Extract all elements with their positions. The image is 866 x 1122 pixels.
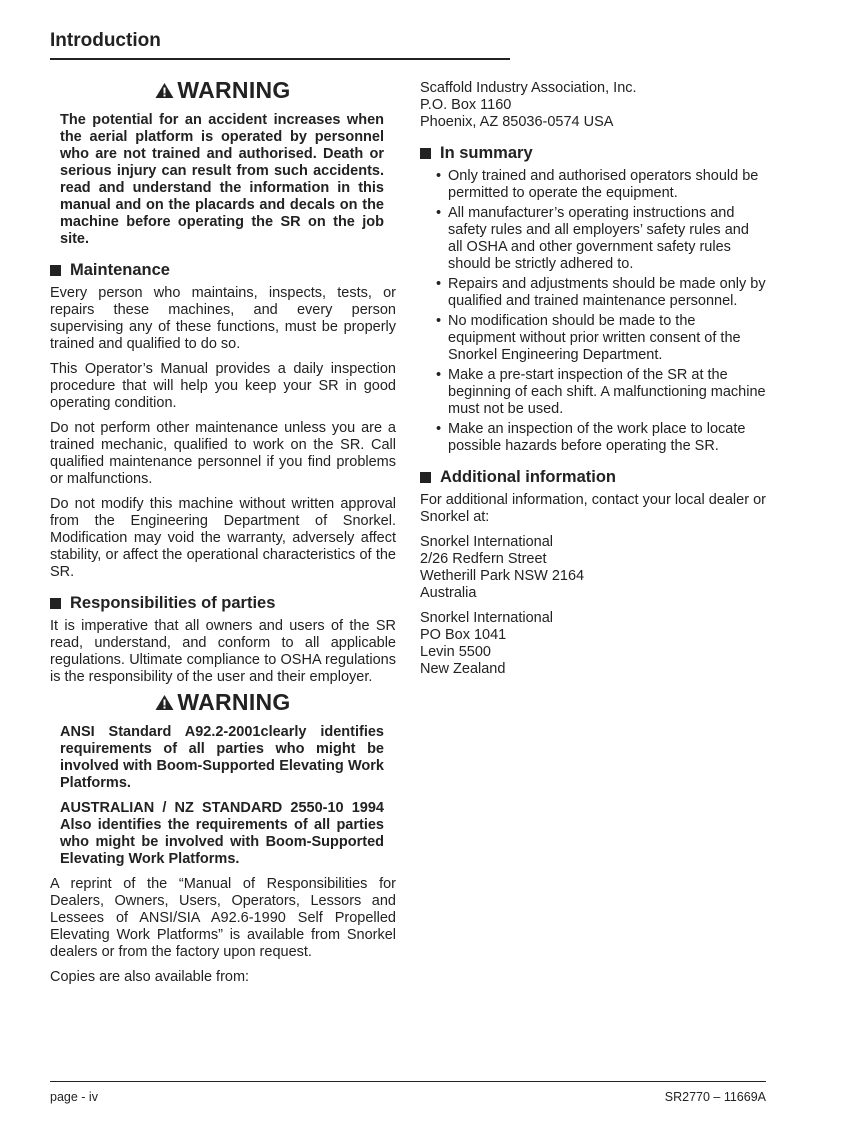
square-bullet-icon <box>420 472 431 483</box>
paragraph: This Operator’s Manual provides a daily inspection procedure that will help you keep your SR in good operating condition. <box>50 361 396 411</box>
section-heading-maintenance <box>50 262 396 279</box>
paragraph: It is imperative that all owners and users of the SR read, understand, and conform to all applicable regulations. Ultimate compliance to OSHA regulations is the responsibility of the user and their employer. <box>50 618 396 685</box>
address-line: Levin 5500 <box>420 644 491 660</box>
square-bullet-icon <box>50 265 61 276</box>
address-line: Wetherill Park NSW 2164 <box>420 568 585 584</box>
address-line: Australia <box>420 585 477 601</box>
paragraph: A reprint of the “Manual of Responsibilities for Dealers, Owners, Users, Operators, Lessors and Lessees of ANSI/SIA A92.6-1990 Self Propelled Elevating Work Platforms” is available from Snorkel dealers or from the factory upon request. <box>50 876 396 960</box>
square-bullet-icon <box>420 148 431 159</box>
list-item <box>420 205 766 273</box>
address-block <box>420 534 766 602</box>
address-line: P.O. Box 1160 <box>420 97 512 113</box>
list-item <box>420 313 766 364</box>
address-line: Scaffold Industry Association, Inc. <box>420 80 637 96</box>
warning-text: The potential for an accident increases when the aerial platform is operated by personnel who are not trained and authorised. Death or serious injury can result from such accidents. read and understand the information in this manual and on the placards and decals on the machine before operating the SR on the job site. <box>60 112 384 247</box>
list-item-text: All manufacturer’s operating instructions and safety rules and all employers’ safety rules and all OSHA and other government safety rules should be strictly adhered to. <box>448 205 749 272</box>
warning-title <box>50 689 396 715</box>
section-title: Responsibilities of parties <box>70 594 276 612</box>
bullet-icon: • <box>436 421 442 437</box>
warning-label: WARNING <box>177 77 291 103</box>
list-item-text: Repairs and adjustments should be made only by qualified and trained maintenance personnel. <box>448 276 766 309</box>
section-heading-additional <box>420 469 766 486</box>
address-line: Snorkel International <box>420 610 553 626</box>
address-line: 2/26 Redfern Street <box>420 551 547 567</box>
section-title: Additional information <box>440 468 616 486</box>
right-column <box>420 80 766 686</box>
warning-text: AUSTRALIAN / NZ STANDARD 2550-10 1994 Also identifies the requirements of all parties who might be involved with Boom-Supported Elevating Work Platforms. <box>60 800 384 867</box>
summary-list <box>420 168 766 455</box>
page-number: page - iv <box>50 1090 98 1104</box>
warning-triangle-icon <box>155 694 174 712</box>
square-bullet-icon <box>50 598 61 609</box>
address-line: Phoenix, AZ 85036-0574 USA <box>420 114 614 130</box>
section-title: In summary <box>440 144 533 162</box>
footer-rule <box>50 1081 766 1082</box>
list-item-text: Only trained and authorised operators should be permitted to operate the equipment. <box>448 168 759 201</box>
address-line: PO Box 1041 <box>420 627 507 643</box>
list-item <box>420 168 766 202</box>
left-column <box>50 78 396 994</box>
address-block <box>420 80 766 131</box>
warning-text: ANSI Standard A92.2-2001clearly identifies requirements of all parties who might be involved with Boom-Supported Elevating Work Platforms. <box>60 724 384 791</box>
warning-triangle-icon <box>155 82 174 100</box>
list-item-text: Make an inspection of the work place to locate possible hazards before operating the SR. <box>448 421 746 454</box>
bullet-icon: • <box>436 276 442 292</box>
bullet-icon: • <box>436 367 442 383</box>
paragraph: Do not perform other maintenance unless you are a trained mechanic, qualified to work on the SR. Call qualified maintenance personnel if you find problems or malfunctions. <box>50 420 396 487</box>
document-number: SR2770 – 11669A <box>664 1090 766 1104</box>
header-rule <box>50 58 510 60</box>
list-item <box>420 276 766 310</box>
bullet-icon: • <box>436 205 442 221</box>
paragraph: Copies are also available from: <box>50 969 250 985</box>
section-heading-responsibilities <box>50 595 396 612</box>
warning-label: WARNING <box>177 689 291 715</box>
address-line: New Zealand <box>420 661 506 677</box>
paragraph: Every person who maintains, inspects, tests, or repairs these machines, and every person supervising any of these functions, must be properly trained and qualified to do so. <box>50 285 396 352</box>
warning-title <box>50 77 396 103</box>
list-item-text: Make a pre-start inspection of the SR at the beginning of each shift. A malfunctioning machine must not be used. <box>448 367 766 417</box>
bullet-icon: • <box>436 168 442 184</box>
page-title: Introduction <box>50 30 161 51</box>
bullet-icon: • <box>436 313 442 329</box>
paragraph: For additional information, contact your local dealer or Snorkel at: <box>420 492 766 525</box>
list-item <box>420 367 766 418</box>
list-item <box>420 421 766 455</box>
address-block <box>420 610 766 678</box>
section-title: Maintenance <box>70 261 170 279</box>
section-heading-summary <box>420 145 766 162</box>
address-line: Snorkel International <box>420 534 553 550</box>
list-item-text: No modification should be made to the equipment without prior written consent of the Snorkel Engineering Department. <box>448 313 741 363</box>
paragraph: Do not modify this machine without written approval from the Engineering Department of Snorkel. Modification may void the warranty, adversely affect stability, or affect the operational characteristics of the SR. <box>50 496 396 580</box>
